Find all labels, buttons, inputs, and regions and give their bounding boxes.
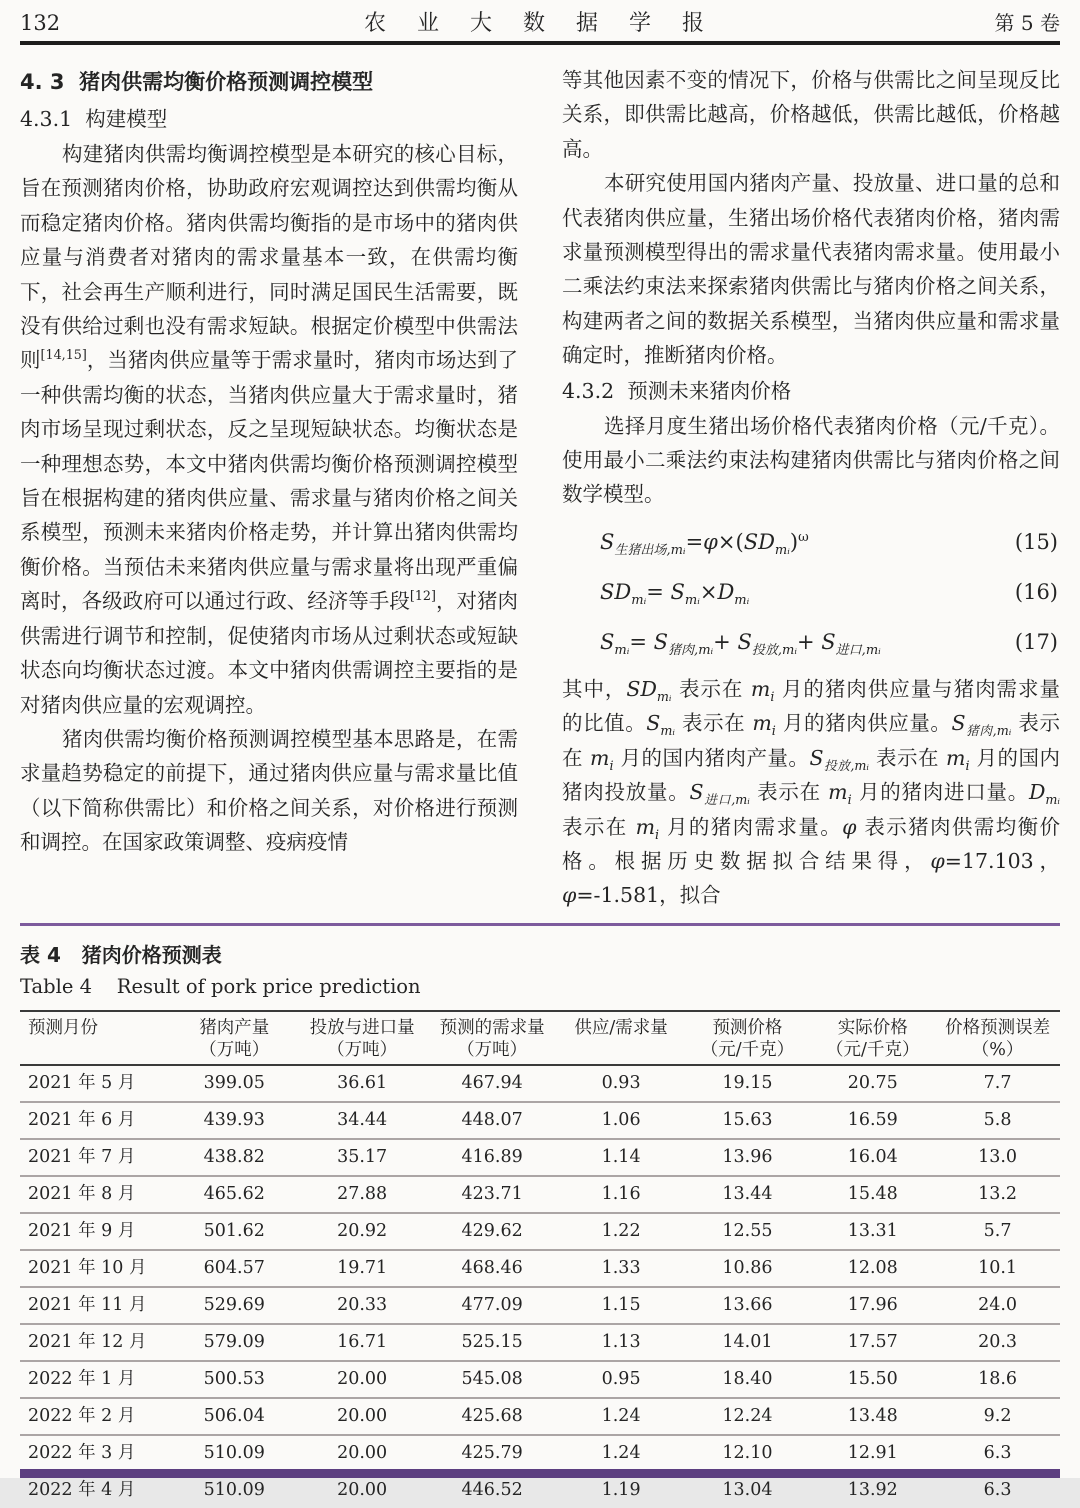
month-cell: 2022 年 1 月 bbox=[28, 1368, 136, 1389]
subscript: 进口,mᵢ bbox=[835, 643, 881, 659]
value-cell: 36.61 bbox=[337, 1072, 388, 1093]
value-cell: 529.69 bbox=[203, 1294, 265, 1315]
section-heading: 4. 3 猪肉供需均衡价格预测调控模型 bbox=[20, 70, 374, 94]
paragraph: 本研究使用国内猪肉产量、投放量、进口量的总和代表猪肉供应量，生猪出场价格代表猪肉价格，猪肉需求量预测模型得出的需求量代表猪肉需求量。使用最小二乘法约束法来探索猪肉供需比与猪肉价格之间关系，构建两者之间的数据关系模型，当猪肉供应量和需求量确定时，推断猪肉价格。 bbox=[562, 171, 1060, 368]
subsection-heading-431: 4.3.1 构建模型 bbox=[20, 107, 168, 131]
value-cell: 446.52 bbox=[461, 1479, 523, 1500]
subscript: i bbox=[655, 826, 660, 842]
math-var: D bbox=[1028, 780, 1046, 805]
month-cell: 2021 年 8 月 bbox=[28, 1183, 136, 1204]
value-cell: 16.71 bbox=[337, 1331, 388, 1352]
value-cell: 12.10 bbox=[722, 1442, 773, 1463]
math-var: S bbox=[809, 745, 824, 770]
math-var: S bbox=[600, 529, 615, 554]
subscript: i bbox=[609, 757, 614, 773]
equation-16 bbox=[562, 572, 1060, 612]
column-unit bbox=[558, 1039, 685, 1061]
equation-body: $SD_{mᵢ}= S_{mᵢ}\times D_{mᵢ}$ bbox=[600, 579, 750, 609]
math-var: m bbox=[590, 745, 610, 770]
value-cell: 9.2 bbox=[983, 1405, 1012, 1426]
value-cell: 35.17 bbox=[337, 1146, 388, 1167]
value-cell: 7.7 bbox=[983, 1072, 1012, 1093]
table-caption-en: Table 4 Result of pork price prediction bbox=[20, 974, 421, 998]
subscript: i bbox=[770, 688, 775, 704]
subscript: 投放,mᵢ bbox=[751, 643, 797, 659]
value-cell: 13.44 bbox=[722, 1183, 773, 1204]
value-cell: 19.15 bbox=[722, 1072, 773, 1093]
table-row bbox=[20, 1176, 1060, 1213]
value-cell: 17.57 bbox=[847, 1331, 898, 1352]
value-cell: 1.16 bbox=[601, 1183, 641, 1204]
subscript: i bbox=[771, 723, 776, 739]
value-cell: 5.8 bbox=[983, 1109, 1012, 1130]
math-var: φ bbox=[562, 883, 577, 908]
equation-body: $S_{mᵢ}= S_{猪肉,mᵢ}+ S_{投放,mᵢ}+ S_{进口,mᵢ}$ bbox=[600, 629, 881, 659]
month-cell: 2021 年 10 月 bbox=[28, 1257, 147, 1278]
table-header-row bbox=[20, 1011, 1060, 1065]
value-cell: 1.15 bbox=[601, 1294, 641, 1315]
column-header bbox=[427, 1011, 558, 1065]
value-cell: 20.00 bbox=[337, 1442, 388, 1463]
subscript: mᵢ bbox=[734, 593, 750, 609]
subscript: mᵢ bbox=[614, 643, 630, 659]
value-cell: 18.6 bbox=[978, 1368, 1018, 1389]
math-var: S bbox=[737, 629, 752, 654]
column-title: 预测月份 bbox=[28, 1017, 98, 1038]
subscript: 猪肉,mᵢ bbox=[668, 643, 714, 659]
value-cell: 20.00 bbox=[337, 1368, 388, 1389]
value-cell: 20.3 bbox=[978, 1331, 1018, 1352]
value-cell: 510.09 bbox=[203, 1479, 265, 1500]
subsection-heading-432: 4.3.2 预测未来猪肉价格 bbox=[562, 378, 792, 403]
math-var: φ bbox=[703, 529, 718, 554]
column-title: 实际价格 bbox=[837, 1017, 908, 1038]
value-cell: 13.48 bbox=[847, 1405, 898, 1426]
value-cell: 14.01 bbox=[722, 1331, 773, 1352]
math-var: m bbox=[945, 745, 966, 770]
value-cell: 6.3 bbox=[983, 1442, 1012, 1463]
value-cell: 27.88 bbox=[337, 1183, 388, 1204]
column-unit: （元/千克） bbox=[826, 1039, 920, 1060]
table-row bbox=[20, 1324, 1060, 1361]
value-cell: 525.15 bbox=[461, 1331, 523, 1352]
value-cell: 6.3 bbox=[983, 1479, 1012, 1500]
table-row bbox=[20, 1102, 1060, 1139]
value-cell: 438.82 bbox=[203, 1146, 265, 1167]
column-unit: （万吨） bbox=[457, 1039, 528, 1060]
subscript: mᵢ bbox=[656, 688, 672, 704]
value-cell: 13.04 bbox=[722, 1479, 773, 1500]
math-var: S bbox=[653, 629, 669, 654]
two-column-body bbox=[20, 63, 1060, 913]
table-header bbox=[20, 1011, 1060, 1065]
value-cell: 545.08 bbox=[461, 1368, 523, 1389]
table-caption-cn: 表 4 猪肉价格预测表 bbox=[20, 942, 222, 967]
subscript: mᵢ bbox=[660, 723, 675, 739]
subscript: i bbox=[965, 757, 970, 773]
month-cell: 2022 年 4 月 bbox=[28, 1479, 136, 1500]
column-title: 预测的需求量 bbox=[439, 1017, 545, 1038]
value-cell: 20.92 bbox=[337, 1220, 388, 1241]
journal-title: 农 业 大 数 据 学 报 bbox=[364, 11, 716, 36]
table-row bbox=[20, 1250, 1060, 1287]
volume-label: 第 5 卷 bbox=[994, 11, 1060, 35]
column-header bbox=[298, 1011, 427, 1065]
math-var: m bbox=[750, 676, 771, 701]
subscript: 猪肉,mᵢ bbox=[965, 723, 1012, 739]
superscript: [12] bbox=[409, 588, 436, 604]
value-cell: 18.40 bbox=[722, 1368, 773, 1389]
footer-accent-bar bbox=[20, 1469, 1060, 1478]
value-cell: 16.04 bbox=[847, 1146, 898, 1167]
math-var: S bbox=[821, 629, 836, 654]
column-header bbox=[558, 1011, 685, 1065]
math-var: SD bbox=[743, 529, 775, 554]
paragraph: 构建猪肉供需均衡调控模型是本研究的核心目标，旨在预测猪肉价格，协助政府宏观调控达到供需均衡从而稳定猪肉价格。猪肉供需均衡指的是市场中的猪肉供应量与消费者对猪肉的需求量基本一致，在供需均衡下，社会再生产顺利进行，同时满足国民生活需要，既没有供给过剩也没有需求短缺。根据定价模型中供需法则[14,15]，当猪肉供应量等于需求量时，猪肉市场达到了一种供需均衡的状态，当猪肉供应量大于需求量时，猪肉市场呈现过剩状态，反之呈现短缺状态。均衡状态是一种理想态势，本文中猪肉供需均衡价格预测调控模型旨在根据构建的猪肉供应量、需求量与猪肉价格之间关系模型，预测未来猪肉价格走势，并计算出猪肉供需均衡价格。当预估未来猪肉供应量与需求量将出现严重偏离时，各级政府可以通过行政、经济等手段[12]，对猪肉供需进行调节和控制，促使猪肉市场从过剩状态或短缺状态向均衡状态过渡。本文中猪肉供需调控主要指的是对猪肉供应量的宏观调控。 bbox=[20, 142, 519, 717]
equation-number: (16) bbox=[1014, 579, 1058, 604]
value-cell: 15.50 bbox=[847, 1368, 898, 1389]
value-cell: 1.14 bbox=[601, 1146, 641, 1167]
math-var: φ bbox=[930, 848, 945, 873]
month-cell: 2021 年 6 月 bbox=[28, 1109, 136, 1130]
subscript: i bbox=[847, 792, 852, 808]
value-cell: 425.68 bbox=[461, 1405, 523, 1426]
math-var: S bbox=[951, 711, 966, 736]
value-cell: 20.33 bbox=[337, 1294, 388, 1315]
value-cell: 416.89 bbox=[461, 1146, 523, 1167]
value-cell: 12.91 bbox=[847, 1442, 898, 1463]
value-cell: 10.86 bbox=[722, 1257, 773, 1278]
value-cell: 506.04 bbox=[203, 1405, 265, 1426]
table-section bbox=[20, 923, 1060, 1508]
running-head bbox=[20, 0, 1060, 37]
month-cell: 2021 年 12 月 bbox=[28, 1331, 147, 1352]
value-cell: 19.71 bbox=[337, 1257, 388, 1278]
column-title: 价格预测误差 bbox=[945, 1017, 1051, 1038]
subscript: mᵢ bbox=[631, 593, 647, 609]
math-var: S bbox=[600, 629, 615, 654]
month-cell: 2022 年 3 月 bbox=[28, 1442, 136, 1463]
column-header bbox=[935, 1011, 1060, 1065]
left-column bbox=[20, 63, 518, 913]
month-cell: 2021 年 9 月 bbox=[28, 1220, 136, 1241]
equation-15 bbox=[562, 522, 1060, 562]
header-rule bbox=[20, 41, 1060, 45]
equation-number: (17) bbox=[1014, 629, 1058, 654]
subscript: mᵢ bbox=[684, 593, 700, 609]
superscript: [14,15] bbox=[40, 347, 87, 363]
table-row bbox=[20, 1435, 1060, 1472]
column-header bbox=[171, 1011, 298, 1065]
paragraph: 等其他因素不变的情况下，价格与供需比之间呈现反比关系，即供需比越高，价格越低，供需比越低，价格越高。 bbox=[562, 68, 1060, 161]
value-cell: 13.2 bbox=[978, 1183, 1018, 1204]
column-header bbox=[20, 1011, 171, 1065]
math-var: φ bbox=[842, 814, 857, 839]
column-unit: （元/千克） bbox=[700, 1039, 795, 1060]
table-body bbox=[20, 1065, 1060, 1508]
math-var: S bbox=[670, 579, 685, 604]
paragraph: 猪肉供需均衡价格预测调控模型基本思路是，在需求量趋势稳定的前提下，通过猪肉供应量与需求量比值（以下简称供需比）和价格之间关系，对价格进行预测和调控。在国家政策调整、疫病疫情 bbox=[20, 726, 518, 855]
value-cell: 425.79 bbox=[461, 1442, 523, 1463]
table-row bbox=[20, 1065, 1060, 1102]
subscript: 进口,mᵢ bbox=[703, 792, 750, 808]
value-cell: 0.93 bbox=[601, 1072, 641, 1093]
value-cell: 13.92 bbox=[847, 1479, 898, 1500]
column-header bbox=[810, 1011, 935, 1065]
value-cell: 13.0 bbox=[978, 1146, 1018, 1167]
table-row bbox=[20, 1361, 1060, 1398]
column-title: 投放与进口量 bbox=[309, 1017, 415, 1038]
table-row bbox=[20, 1398, 1060, 1435]
value-cell: 5.7 bbox=[983, 1220, 1012, 1241]
value-cell: 399.05 bbox=[203, 1072, 265, 1093]
subscript: 生猪出场,mᵢ bbox=[614, 543, 686, 559]
value-cell: 429.62 bbox=[461, 1220, 523, 1241]
subscript: mᵢ bbox=[1045, 792, 1060, 808]
math-var: m bbox=[635, 814, 656, 839]
value-cell: 500.53 bbox=[203, 1368, 265, 1389]
column-unit: （万吨） bbox=[327, 1039, 398, 1060]
value-cell: 423.71 bbox=[461, 1183, 523, 1204]
value-cell: 1.13 bbox=[601, 1331, 641, 1352]
right-column bbox=[562, 63, 1060, 913]
column-title: 供应/需求量 bbox=[574, 1017, 668, 1038]
value-cell: 13.66 bbox=[722, 1294, 773, 1315]
value-cell: 1.24 bbox=[601, 1442, 641, 1463]
math-var: S bbox=[646, 711, 661, 736]
value-cell: 20.00 bbox=[337, 1405, 388, 1426]
paragraph: 选择月度生猪出场价格代表猪肉价格（元/千克）。使用最小二乘法约束法构建猪肉供需比与猪肉价格之间数学模型。 bbox=[562, 413, 1060, 507]
value-cell: 15.63 bbox=[722, 1109, 773, 1130]
equation-body: $S_{生猪出场,mᵢ}=\varphi\times(SD_{mᵢ})^\omega$ bbox=[600, 529, 809, 559]
math-var: D bbox=[717, 579, 735, 604]
value-cell: 468.46 bbox=[461, 1257, 523, 1278]
value-cell: 13.31 bbox=[847, 1220, 898, 1241]
value-cell: 465.62 bbox=[203, 1183, 265, 1204]
value-cell: 10.1 bbox=[978, 1257, 1018, 1278]
math-var: SD bbox=[600, 579, 632, 604]
math-var: SD bbox=[626, 676, 657, 701]
value-cell: 477.09 bbox=[461, 1294, 523, 1315]
value-cell: 34.44 bbox=[337, 1109, 388, 1130]
month-cell: 2021 年 5 月 bbox=[28, 1072, 136, 1093]
value-cell: 501.62 bbox=[203, 1220, 265, 1241]
subscript: 投放,mᵢ bbox=[823, 757, 869, 773]
math-var: m bbox=[828, 780, 848, 805]
value-cell: 510.09 bbox=[203, 1442, 265, 1463]
value-cell: 1.33 bbox=[601, 1257, 641, 1278]
subscript: mᵢ bbox=[774, 543, 790, 559]
table-row bbox=[20, 1139, 1060, 1176]
month-cell: 2021 年 7 月 bbox=[28, 1146, 136, 1167]
value-cell: 0.95 bbox=[601, 1368, 641, 1389]
value-cell: 1.06 bbox=[601, 1109, 641, 1130]
month-cell: 2021 年 11 月 bbox=[28, 1294, 147, 1315]
pork-price-table bbox=[20, 1010, 1060, 1508]
table-accent-line bbox=[20, 923, 1060, 926]
equation-17 bbox=[562, 622, 1060, 662]
table-row bbox=[20, 1213, 1060, 1250]
value-cell: 15.48 bbox=[847, 1183, 898, 1204]
value-cell: 24.0 bbox=[978, 1294, 1018, 1315]
value-cell: 579.09 bbox=[203, 1331, 265, 1352]
math-var: m bbox=[752, 711, 772, 736]
superscript: ω bbox=[798, 529, 809, 545]
value-cell: 604.57 bbox=[203, 1257, 265, 1278]
paragraph: 其中，$SD_{mᵢ}$ 表示在 $m_i$ 月的猪肉供应量与猪肉需求量的比值。$S_{mᵢ}$ 表示在 $m_i$ 月的猪肉供应量。$S_{猪肉,mᵢ}$ 表示在 $m_i$ 月的国内猪肉产量。$S_{投放,mᵢ}$ 表示在 $m_i$ 月的国内猪肉投放量。$S_{进口,mᵢ}$ 表示在 $m_i$ 月的猪肉进口量。$D_{mᵢ}$ 表示在 $m_i$ 月的猪肉需求量。φ 表示猪肉供需均衡价格。根据历史数据拟合结果得，φ=17.103，φ=-1.581，拟合 bbox=[562, 676, 1060, 908]
value-cell: 12.24 bbox=[722, 1405, 773, 1426]
value-cell: 16.59 bbox=[847, 1109, 898, 1130]
column-unit: （%） bbox=[971, 1039, 1024, 1060]
value-cell: 1.19 bbox=[601, 1479, 641, 1500]
value-cell: 448.07 bbox=[461, 1109, 523, 1130]
math-var: S bbox=[689, 780, 704, 805]
value-cell: 12.08 bbox=[847, 1257, 898, 1278]
value-cell: 1.22 bbox=[601, 1220, 641, 1241]
value-cell: 13.96 bbox=[722, 1146, 773, 1167]
value-cell: 1.24 bbox=[601, 1405, 641, 1426]
value-cell: 467.94 bbox=[461, 1072, 523, 1093]
column-title: 预测价格 bbox=[712, 1017, 783, 1038]
month-cell: 2022 年 2 月 bbox=[28, 1405, 136, 1426]
value-cell: 12.55 bbox=[722, 1220, 773, 1241]
column-unit: （万吨） bbox=[199, 1039, 270, 1060]
value-cell: 17.96 bbox=[847, 1294, 898, 1315]
page-number: 132 bbox=[20, 11, 61, 35]
value-cell: 439.93 bbox=[203, 1109, 265, 1130]
value-cell: 20.75 bbox=[847, 1072, 898, 1093]
value-cell: 20.00 bbox=[337, 1479, 388, 1500]
column-unit bbox=[28, 1039, 171, 1061]
table-row bbox=[20, 1287, 1060, 1324]
equation-number: (15) bbox=[1014, 529, 1058, 554]
column-title: 猪肉产量 bbox=[199, 1017, 270, 1038]
column-header bbox=[685, 1011, 811, 1065]
